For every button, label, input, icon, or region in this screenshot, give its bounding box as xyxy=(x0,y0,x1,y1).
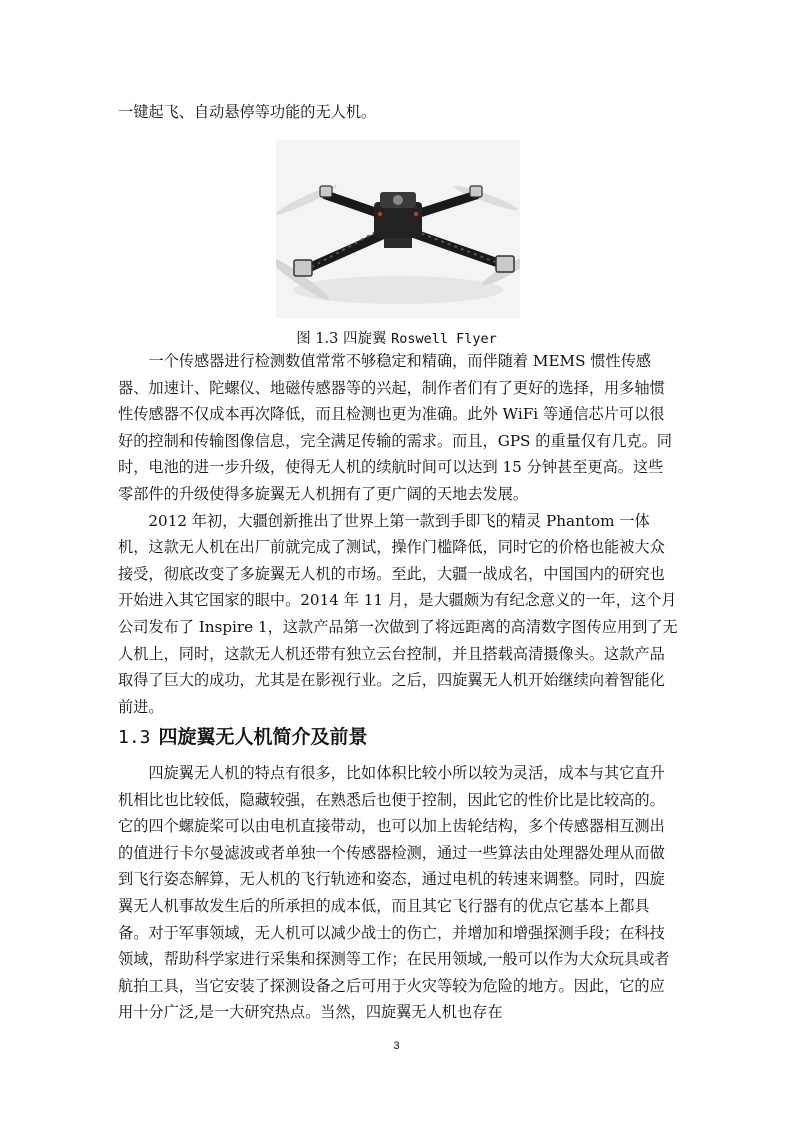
section-title: 四旋翼无人机简介及前景 xyxy=(158,726,368,748)
section-heading xyxy=(118,722,368,749)
paragraph-quadrotor: 四旋翼无人机的特点有很多，比如体积比较小所以较为灵活，成本与其它直升机相比也比较低，隐藏较强，在熟悉后也便于控制，因此它的性价比是比较高的。它的四个螺旋桨可以由电机直接带动，也可以加上齿轮结构，多个传感器相互测出的值进行卡尔曼滤波或者单独一个传感器检测，通过一些算法由处理器处理从而做到飞行姿态解算，无人机的飞行轨迹和姿态，通过电机的转速来调整。同时，四旋翼无人机事故发生后的所承担的成本低，而且其它飞行器有的优点它基本上都具备。对于军事领域，无人机可以减少战士的伤亡，并增加和增强探测手段；在科技领域，帮助科学家进行采集和探测等工作；在民用领域,一般可以作为大众玩具或者航拍工具，当它安装了探测设备之后可用于火灾等较为危险的地方。因此，它的应用十分广泛,是一大研究热点。当然，四旋翼无人机也存在 xyxy=(118,764,670,1022)
caption-name: Roswell Flyer xyxy=(391,331,497,347)
figure-caption xyxy=(0,327,793,348)
quadcopter-photo xyxy=(276,140,520,318)
body-after-heading xyxy=(118,760,678,1026)
intro-text xyxy=(118,99,678,126)
paragraph-dji: 2012 年初，大疆创新推出了世界上第一款到手即飞的精灵 Phantom 一体机，这款无人机在出厂前就完成了测试，操作门槛降低，同时它的价格也能被大众接受，彻底改变了多旋翼无人机的市场。至此，大疆一战成名，中国国内的研究也开始进入其它国家的眼中。2014 年 11 月，是大疆颇为有纪念意义的一年，这个月公司发布了 Inspire 1，这款产品第一次做到了将远距离的高清数字图传应用到了无人机上，同时，这款无人机还带有独立云台控制，并且搭载高清摄像头。这款产品取得了巨大的成功，尤其是在影视行业。之后，四旋翼无人机开始继续向着智能化前进。 xyxy=(118,511,678,716)
section-number: 1.3 xyxy=(118,727,151,748)
intro-line: 一键起飞、自动悬停等功能的无人机。 xyxy=(118,103,377,121)
caption-prefix: 图 1.3 四旋翼 xyxy=(296,331,387,347)
body-before-heading xyxy=(118,348,678,720)
quadcopter-figure xyxy=(276,140,520,318)
page-number: 3 xyxy=(393,1040,400,1052)
paragraph-sensors: 一个传感器进行检测数值常常不够稳定和精确，而伴随着 MEMS 惯性传感器、加速计、陀螺仪、地磁传感器等的兴起，制作者们有了更好的选择，用多轴惯性传感器不仅成本再次降低，而且检测也更为准确。此外 WiFi 等通信芯片可以很好的控制和传输图像信息，完全满足传输的需求。而且，GPS 的重量仅有几克。同时，电池的进一步升级，使得无人机的续航时间可以达到 15 分钟甚至更高。这些零部件的升级使得多旋翼无人机拥有了更广阔的天地去发展。 xyxy=(118,352,672,503)
